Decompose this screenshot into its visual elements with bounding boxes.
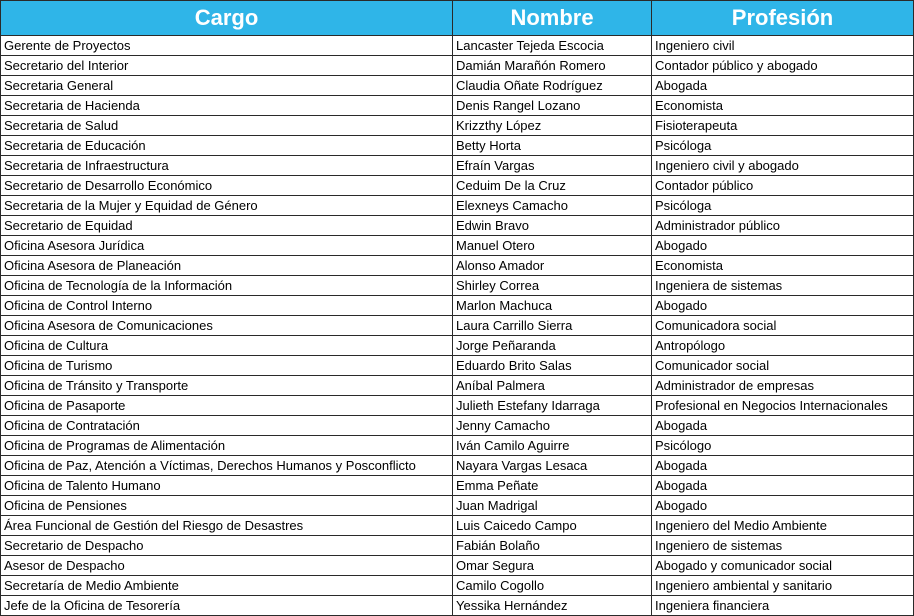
table-row xyxy=(1,396,914,416)
cell-cargo[interactable]: Área Funcional de Gestión del Riesgo de Desastres xyxy=(1,516,453,536)
table-row xyxy=(1,456,914,476)
table-row xyxy=(1,256,914,276)
header-row xyxy=(1,1,914,36)
cell-cargo[interactable]: Secretaria de la Mujer y Equidad de Género xyxy=(1,196,453,216)
table-row xyxy=(1,296,914,316)
cell-nombre[interactable]: Juan Madrigal xyxy=(453,496,652,516)
table-row xyxy=(1,116,914,136)
cell-nombre[interactable]: Lancaster Tejeda Escocia xyxy=(453,36,652,56)
cell-cargo[interactable]: Gerente de Proyectos xyxy=(1,36,453,56)
cell-nombre[interactable]: Denis Rangel Lozano xyxy=(453,96,652,116)
table-row xyxy=(1,356,914,376)
cell-profesion[interactable]: Abogado y comunicador social xyxy=(652,556,914,576)
cell-nombre[interactable]: Yessika Hernández xyxy=(453,596,652,616)
cell-nombre[interactable]: Efraín Vargas xyxy=(453,156,652,176)
cell-profesion[interactable]: Administrador público xyxy=(652,216,914,236)
cell-profesion[interactable]: Psicóloga xyxy=(652,196,914,216)
header-profesion[interactable]: Profesión xyxy=(652,1,914,36)
table-row xyxy=(1,556,914,576)
cell-nombre[interactable]: Alonso Amador xyxy=(453,256,652,276)
header-cargo[interactable]: Cargo xyxy=(1,1,453,36)
cell-nombre[interactable]: Julieth Estefany Idarraga xyxy=(453,396,652,416)
cell-cargo[interactable]: Oficina de Contratación xyxy=(1,416,453,436)
cell-profesion[interactable]: Abogada xyxy=(652,76,914,96)
table-row xyxy=(1,176,914,196)
table-row xyxy=(1,216,914,236)
cell-cargo[interactable]: Oficina de Cultura xyxy=(1,336,453,356)
cell-nombre[interactable]: Edwin Bravo xyxy=(453,216,652,236)
cell-cargo[interactable]: Secretaría de Medio Ambiente xyxy=(1,576,453,596)
table-body xyxy=(1,36,914,616)
table-row xyxy=(1,236,914,256)
cell-cargo[interactable]: Oficina Asesora de Comunicaciones xyxy=(1,316,453,336)
table-row xyxy=(1,96,914,116)
cell-profesion[interactable]: Abogada xyxy=(652,416,914,436)
cell-nombre[interactable]: Ceduim De la Cruz xyxy=(453,176,652,196)
cell-cargo[interactable]: Oficina de Tránsito y Transporte xyxy=(1,376,453,396)
table-row xyxy=(1,156,914,176)
table-row xyxy=(1,436,914,456)
cell-nombre[interactable]: Elexneys Camacho xyxy=(453,196,652,216)
cell-nombre[interactable]: Krizzthy López xyxy=(453,116,652,136)
cell-cargo[interactable]: Secretario de Desarrollo Económico xyxy=(1,176,453,196)
cell-nombre[interactable]: Betty Horta xyxy=(453,136,652,156)
table-row xyxy=(1,336,914,356)
cell-cargo[interactable]: Oficina de Tecnología de la Información xyxy=(1,276,453,296)
table-row xyxy=(1,36,914,56)
cell-nombre[interactable]: Iván Camilo Aguirre xyxy=(453,436,652,456)
cell-profesion[interactable]: Comunicadora social xyxy=(652,316,914,336)
cell-nombre[interactable]: Omar Segura xyxy=(453,556,652,576)
cell-nombre[interactable]: Jorge Peñaranda xyxy=(453,336,652,356)
cell-profesion[interactable]: Contador público xyxy=(652,176,914,196)
cell-nombre[interactable]: Luis Caicedo Campo xyxy=(453,516,652,536)
cell-nombre[interactable]: Claudia Oñate Rodríguez xyxy=(453,76,652,96)
cell-cargo[interactable]: Oficina de Turismo xyxy=(1,356,453,376)
cell-cargo[interactable]: Secretaria General xyxy=(1,76,453,96)
cell-profesion[interactable]: Profesional en Negocios Internacionales xyxy=(652,396,914,416)
cell-cargo[interactable]: Asesor de Despacho xyxy=(1,556,453,576)
cell-nombre[interactable]: Eduardo Brito Salas xyxy=(453,356,652,376)
cell-profesion[interactable]: Fisioterapeuta xyxy=(652,116,914,136)
cell-profesion[interactable]: Ingeniero del Medio Ambiente xyxy=(652,516,914,536)
cell-profesion[interactable]: Ingeniera financiera xyxy=(652,596,914,616)
cell-cargo[interactable]: Jefe de la Oficina de Tesorería xyxy=(1,596,453,616)
cell-profesion[interactable]: Psicóloga xyxy=(652,136,914,156)
cell-cargo[interactable]: Oficina de Paz, Atención a Víctimas, Derechos Humanos y Posconflicto xyxy=(1,456,453,476)
cell-cargo[interactable]: Oficina de Pensiones xyxy=(1,496,453,516)
cell-profesion[interactable]: Ingeniera de sistemas xyxy=(652,276,914,296)
cell-nombre[interactable]: Manuel Otero xyxy=(453,236,652,256)
table-row xyxy=(1,316,914,336)
cell-profesion[interactable]: Economista xyxy=(652,256,914,276)
cell-cargo[interactable]: Secretario de Equidad xyxy=(1,216,453,236)
table-row xyxy=(1,496,914,516)
cell-nombre[interactable]: Laura Carrillo Sierra xyxy=(453,316,652,336)
header-nombre[interactable]: Nombre xyxy=(453,1,652,36)
cell-cargo[interactable]: Secretaria de Hacienda xyxy=(1,96,453,116)
cell-nombre[interactable]: Fabián Bolaño xyxy=(453,536,652,556)
cell-profesion[interactable]: Ingeniero ambiental y sanitario xyxy=(652,576,914,596)
cell-nombre[interactable]: Emma Peñate xyxy=(453,476,652,496)
cell-profesion[interactable]: Abogado xyxy=(652,236,914,256)
cell-cargo[interactable]: Oficina de Pasaporte xyxy=(1,396,453,416)
table-row xyxy=(1,196,914,216)
cell-nombre[interactable]: Jenny Camacho xyxy=(453,416,652,436)
cell-nombre[interactable]: Shirley Correa xyxy=(453,276,652,296)
cell-cargo[interactable]: Secretario del Interior xyxy=(1,56,453,76)
cell-cargo[interactable]: Oficina de Programas de Alimentación xyxy=(1,436,453,456)
cell-cargo[interactable]: Secretario de Despacho xyxy=(1,536,453,556)
cell-profesion[interactable]: Economista xyxy=(652,96,914,116)
cell-profesion[interactable]: Psicólogo xyxy=(652,436,914,456)
table-row xyxy=(1,376,914,396)
table-row xyxy=(1,136,914,156)
cell-profesion[interactable]: Abogado xyxy=(652,496,914,516)
cell-cargo[interactable]: Secretaria de Infraestructura xyxy=(1,156,453,176)
cell-profesion[interactable]: Abogada xyxy=(652,456,914,476)
cell-nombre[interactable]: Camilo Cogollo xyxy=(453,576,652,596)
cell-cargo[interactable]: Oficina de Control Interno xyxy=(1,296,453,316)
cell-profesion[interactable]: Administrador de empresas xyxy=(652,376,914,396)
table-row xyxy=(1,596,914,616)
table-row xyxy=(1,516,914,536)
cell-nombre[interactable]: Damián Marañón Romero xyxy=(453,56,652,76)
table-row xyxy=(1,476,914,496)
table-row xyxy=(1,416,914,436)
cell-cargo[interactable]: Oficina de Talento Humano xyxy=(1,476,453,496)
cell-profesion[interactable]: Ingeniero de sistemas xyxy=(652,536,914,556)
table-row xyxy=(1,576,914,596)
table-row xyxy=(1,76,914,96)
cell-nombre[interactable]: Aníbal Palmera xyxy=(453,376,652,396)
cell-cargo[interactable]: Secretaria de Salud xyxy=(1,116,453,136)
cell-cargo[interactable]: Oficina Asesora de Planeación xyxy=(1,256,453,276)
table-header xyxy=(1,1,914,36)
cell-nombre[interactable]: Nayara Vargas Lesaca xyxy=(453,456,652,476)
cell-cargo[interactable]: Oficina Asesora Jurídica xyxy=(1,236,453,256)
table-row xyxy=(1,536,914,556)
cell-profesion[interactable]: Antropólogo xyxy=(652,336,914,356)
cell-profesion[interactable]: Contador público y abogado xyxy=(652,56,914,76)
cell-profesion[interactable]: Ingeniero civil xyxy=(652,36,914,56)
cell-profesion[interactable]: Abogado xyxy=(652,296,914,316)
table-row xyxy=(1,56,914,76)
cell-profesion[interactable]: Abogada xyxy=(652,476,914,496)
cell-profesion[interactable]: Ingeniero civil y abogado xyxy=(652,156,914,176)
cell-nombre[interactable]: Marlon Machuca xyxy=(453,296,652,316)
cell-profesion[interactable]: Comunicador social xyxy=(652,356,914,376)
table-row xyxy=(1,276,914,296)
cell-cargo[interactable]: Secretaria de Educación xyxy=(1,136,453,156)
